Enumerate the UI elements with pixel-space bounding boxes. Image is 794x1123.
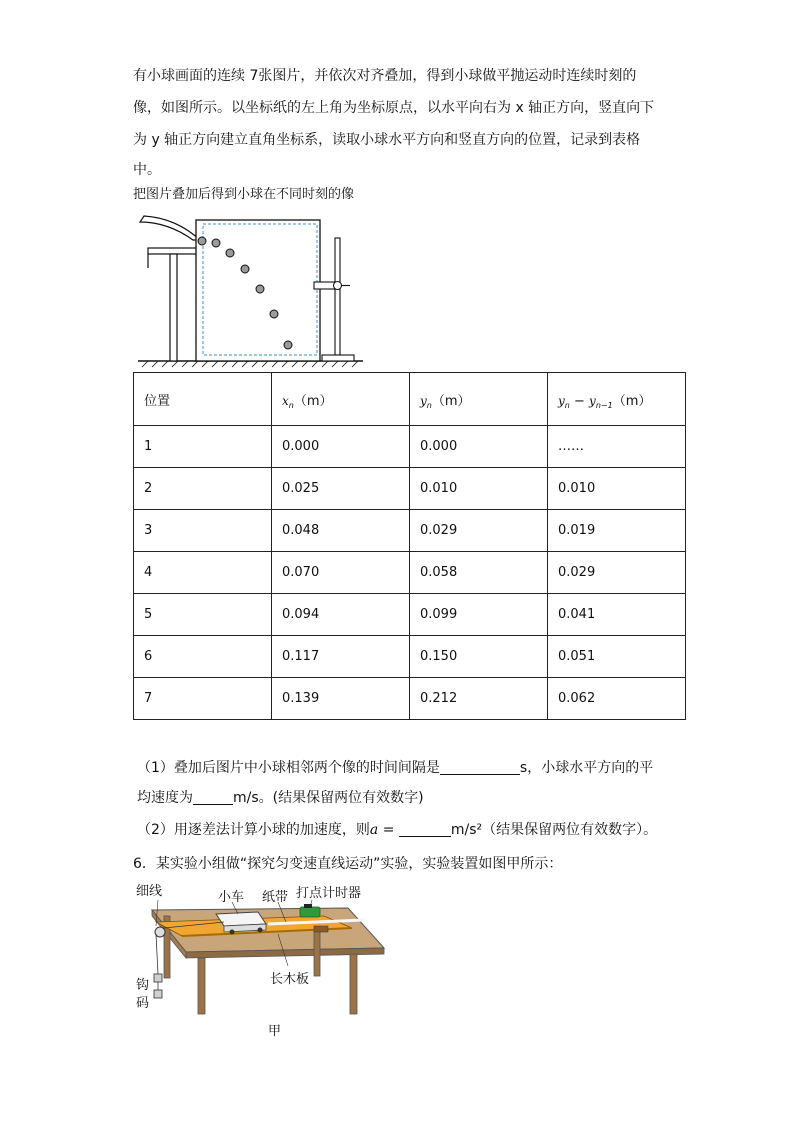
intro-line-2: 像，如图所示。以坐标纸的左上角为坐标原点，以水平向右为 x 轴正方向，竖直向下 xyxy=(133,100,655,116)
table-top xyxy=(148,248,200,254)
header-y: $y_n(m)$ xyxy=(410,373,548,426)
label-paper-tape: 纸带 xyxy=(262,890,289,905)
table-row: 4 0.070 0.058 0.029 xyxy=(134,552,686,594)
projectile-figure xyxy=(138,212,368,370)
ball-image xyxy=(256,285,264,293)
table-row: 7 0.139 0.212 0.062 xyxy=(134,678,686,720)
table-row: 5 0.094 0.099 0.041 xyxy=(134,594,686,636)
header-x: $x_n(m)$ xyxy=(272,373,410,426)
question-1-line-2: 均速度为 m/s。(结果保留两位有效数字) xyxy=(137,790,424,806)
stand-base xyxy=(322,355,354,361)
label-cart: 小车 xyxy=(218,890,245,905)
stand-clamp xyxy=(314,282,336,289)
table-leg xyxy=(170,254,177,361)
ball-image xyxy=(241,265,249,273)
pulley-icon xyxy=(155,927,165,937)
label-long-board: 长木板 xyxy=(270,972,310,987)
stand-rod xyxy=(335,238,340,355)
table-row: 1 0.000 0.000 …… xyxy=(134,426,686,468)
hook-weight-icon xyxy=(154,974,162,982)
data-table xyxy=(133,372,686,720)
answer-blank-interval[interactable] xyxy=(440,760,520,775)
cart xyxy=(216,912,266,926)
table-row: 6 0.117 0.150 0.051 xyxy=(134,636,686,678)
curved-track xyxy=(140,216,200,240)
label-timer: 打点计时器 xyxy=(296,886,362,901)
figure2-caption: 甲 xyxy=(268,1024,282,1039)
label-weight-1: 钩 xyxy=(136,978,150,993)
ball-image xyxy=(212,239,220,247)
table-leg-front-left xyxy=(198,958,205,1014)
table-leg-front-right xyxy=(350,954,357,1014)
header-dy: $y_n - y_{n-1}(m)$ xyxy=(548,373,686,426)
intro-line-3: 为 y 轴正方向建立直角坐标系，读取小球水平方向和竖直方向的位置，记录到表格 xyxy=(133,132,641,148)
ball-image xyxy=(226,249,234,257)
ball-image xyxy=(270,310,278,318)
label-weight-2: 码 xyxy=(136,996,150,1011)
ball-image xyxy=(198,237,206,245)
figure1-caption: 把图片叠加后得到小球在不同时刻的像 xyxy=(133,187,355,202)
header-position: 位置 xyxy=(134,373,272,426)
intro-line-4: 中。 xyxy=(133,162,161,178)
timer-icon xyxy=(300,907,320,917)
answer-blank-acceleration[interactable] xyxy=(399,822,451,837)
table-row: 2 0.025 0.010 0.010 xyxy=(134,468,686,510)
answer-blank-velocity[interactable] xyxy=(193,790,233,805)
question-2: （2）用逐差法计算小球的加速度，则a = m/s²（结果保留两位有效数字）。 xyxy=(137,822,658,838)
question-1-line-1: （1）叠加后图片中小球相邻两个像的时间间隔是 s，小球水平方向的平 xyxy=(137,760,654,776)
table-row: 3 0.048 0.029 0.019 xyxy=(134,510,686,552)
table-header-row xyxy=(134,373,686,426)
ball-image xyxy=(284,341,292,349)
intro-line-1: 有小球画面的连续 7张图片，并依次对齐叠加，得到小球做平抛运动时连续时刻的 xyxy=(133,68,637,84)
problem-6-title: 6．某实验小组做“探究匀变速直线运动”实验，实验装置如图甲所示： xyxy=(133,856,563,872)
apparatus-figure xyxy=(128,880,390,1020)
ground-hatch xyxy=(142,361,358,367)
label-string: 细线 xyxy=(136,884,163,899)
